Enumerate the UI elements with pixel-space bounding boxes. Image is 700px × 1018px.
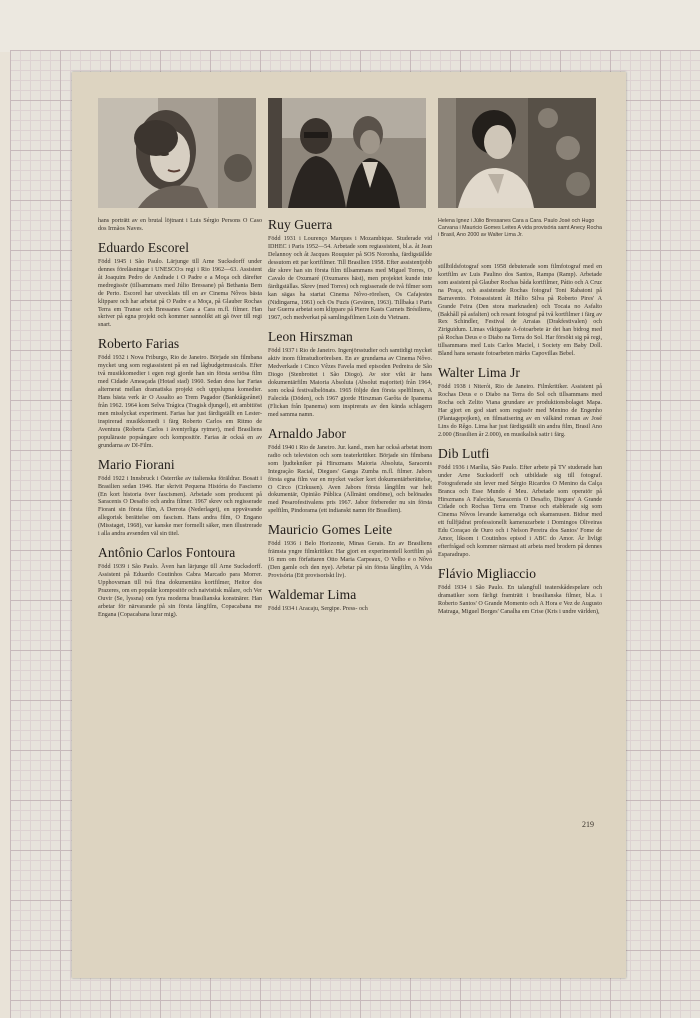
entry-body: Född 1937 i Rio de Janeiro. Ingenjörsstudier och samtidigt mycket aktiv inom filmstudiorörelsen. En av grundarna av Cinema Nôvo. Medverkade i Cinco Vêzes Favela med episoden Pedreira de São Diogo (Stenbrottet i São Diogo). Av stor vikt är hans dokumentärfilm Maioria Absoluta (Absolut majoritet) från 1964, som också festivalbelönats. 1965 följde den första spelfilmen, A Falecida (Döden), och 1967 gjorde Hirszman Garôta de Ipanema (Flickan från Ipanema) som inspirerats av den kända schlagern med samma namn.: [268, 348, 432, 418]
photo-two-men: [268, 98, 426, 208]
entry-heading: Mario Fiorani: [98, 456, 175, 472]
entry-heading: Roberto Farias: [98, 336, 180, 352]
column-lead-text: hans porträtt av en brutal löjtnant i Luis Sérgio Persons O Caso dos Irmãos Naves.: [98, 218, 262, 232]
entry-body: Född 1934 i São Paulo. En talangfull teaterskådespelare och dramatiker som färligt framträtt i brasilianska filmer, bl.a. i Roberto Santos' O Grande Momento och A Hora e Vez de Augusto Matraga, Miguel Borges' Canalha em Crise (Kris i undre världen),: [438, 585, 602, 615]
entry-body: Född 1932 i Nova Friburgo, Rio de Janeiro. Började sin filmbana mycket ung som regiassistent på en rad lågbudgetmusicals. Efter två musikkomedier i egen regi gjorde han sin första seriösa film med Cidade Ameaçada (Hotad stad) 1960. Sedan dess har Farias alternerat mellan dramatiska projekt och uppslupna komedier. Hans bästa verk är O Assalto ao Trem Pagador (Banktågsrånet) från 1962. 1964 kom Selva Trágica (Tragisk djungel), ett ambitiöst men misslyckat experiment. Farias har just färdigställt en Lester-inspirerad musikkomedi i färg Roberto Carlos em Ritmo de Aventura (Roberta Carlos i äventyrliga rytmer), med Brasiliens populäraste popsångare och kompositör. Farias är också en av grundarna av DI-Film.: [98, 355, 262, 449]
photo-woman-outdoors: [438, 98, 596, 208]
entry-heading: Waldemar Lima: [268, 587, 357, 603]
column-1: [98, 218, 262, 624]
entry: [268, 330, 432, 419]
photo-woman-portrait: [98, 98, 256, 208]
page-number: 219: [582, 820, 594, 829]
entry: [268, 588, 432, 614]
entry: [438, 567, 602, 617]
entry-body: Född 1936 i Belo Horizonte, Minas Gerais. En av Brasiliens främsta yngre filmkritiker. Har gjort en experimentell kortfilm på 16 mm om författaren Otto Maria Carpeaux, O Velho e o Nôvo (Den gamle och den nye). Arbetar på sin första långfilm, A Vida Provisória (Ett provisoriskt liv).: [268, 541, 432, 580]
entry-body: Född 1945 i São Paulo. Lärjunge till Arne Sucksdorff under dennes föreläsningar i UNESCO:s regi i Rio 1962—63. Assistent åt Joaquim Pedro de Andrade i O Padre e a Moça och därefter medregissör (tillsammans med Júlio Bressane) på Bethania Bem de Perto. Escorel har utvecklats till en av Cinema Nôvos bästa klippare och har arbetat på O Padre e a Moça, på Glauber Rochas Terra em Transe och Bressanes Cara a Cara m.fl. filmer. Han skriver på egna projekt och kommer sannolikt att gå över till regi snart.: [98, 259, 262, 329]
entry: [438, 447, 602, 560]
entry-heading: Eduardo Escorel: [98, 239, 190, 255]
entry-body: Född 1922 i Innsbruck i Österrike av italienska föräldrar. Bosatt i Brasilien sedan 1946. Har skrivit Pequena História do Fascismo (En kort historia över fascismen). Arbetade som producent på Saracenis O Desafio och andra filmer. 1967 skrev och regisserade Fiorani sin första film, A Derrota (Nederlaget), en uppvävande allegorisk berättelse om fascism. Hans andra film, O Engano (Misstaget, 1968), var kanske mer formellt säker, men illustrerade i alla andra avsenden väl sin titel.: [98, 475, 262, 538]
entry-body: Född 1934 i Aracaju, Sergipe. Press- och: [268, 606, 368, 613]
entry-body: Född 1938 i Niterói, Rio de Janeiro. Filmkritiker. Assistent på Rochas Deus e o Diabo na Terra do Sol och tillsammans med Rocha och Zelito Viana grundare av produktionsbolaget Mapa. Har gjort en god start som regissör med Menino de Engenho (Plantagepojken), en filmatisering av en välkänd roman av José Lins do Rêgo. Lima har just färdigställt sin andra film, Brasil Ano 2.000 (Brasilien år 2.000), en musikalisk satir i färg.: [438, 384, 602, 438]
entry: [268, 427, 432, 516]
entry: [268, 218, 432, 323]
entry-heading: Dib Lutfi: [438, 445, 490, 461]
entry-heading: Ruy Guerra: [268, 217, 333, 232]
entry-heading: Antônio Carlos Fontoura: [98, 545, 236, 561]
magazine-page: [72, 72, 626, 978]
entry-body: Född 1936 i Marília, São Paulo. Efter arbete på TV studerade han under Arne Sucksdorff och utbildade sig till fotograf. Fotograferade sin lever med Sérgio Ricardos O Menino da Calça Branca och Esse Mundo é Meu. Arbetade som operatör på Hirszmans A Falecida, Saracenis O Desafio, Diegues' A Grande Cidade och Rochas Terra em Transe och etablerade sig som Cinema Nôvos levande kameraöga och skamsnusen. Bidrar med ett fullfjädrat professionellt kamerazarbete i Domingos Oliveiras Edu Coraçao de Ouro och i Nelson Pereira dos Santos' Fome de Amor, liksom i Coutinhos episod i ABC do Amor. Är livligt efterfrågad och kommer närmast att arbeta med brodern på dennes Esparadrapo.: [438, 464, 602, 558]
top-strip: [0, 0, 700, 52]
entry-heading: Arnaldo Jabor: [268, 425, 347, 441]
column-3: [438, 264, 602, 621]
entry: [98, 458, 262, 540]
entry: [98, 241, 262, 330]
entry-body: Född 1931 i Lourenço Marques i Mozambique. Studerade vid IDHEC i Paris 1952—54. Arbetade som regiassistent, bl.a. åt Jean Delannoy och åt Jacques Rouquier på SOS Noronha, färdigställde dessutom ett par kortfilmer. Till Brasilien 1958. Efter assistentjobb där skrev han sin första film tillsammans med Miguel Torres, O Cavalo de Oxumaré (Oxumares häst), men projektet kunde inte färdigställas. Skrev (med Torres) och regisserade de två filmer som kan sägas ha startat Cinema Nôvo-rörelsen, Os Cafajestes (Nidingarna, 1961) och Os Fuzis (Gevären, 1963). Tillbaka i Paris har Guerra arbetat som klippare på Pierre Kasts Carnets Brésiliens, 1967, och medverkat på samlingsfilmen Loin du Vietnam.: [268, 236, 432, 322]
entry-heading: Leon Hirszman: [268, 329, 353, 345]
entry: [438, 366, 602, 440]
entry-body: Född 1939 i São Paulo. Även han lärjunge till Arne Sucksdorff. Assistent på Eduardo Coutinhos Cabra Marcado para Morrer. Upphovsman till två fina dokumentära kortfilmer, Heitor dos Prazeres, om en populär kompositör och naivistisk målare, och Ver Ouvir (Se, lyssna) om fyra moderna brasilianska konstnärer. Han arbetar för närvarande på sin första långfilm, Copacabana me Engana (Copacabana lurar mig).: [98, 564, 262, 618]
entry-heading: Flávio Migliaccio: [438, 565, 537, 581]
entry: [268, 523, 432, 581]
entry: [98, 337, 262, 450]
column-2: [268, 218, 432, 618]
photo-caption: Helena Ignez i Júlio Bressanes Cara a Cara. Paulo José och Hugo Carvana i Mauricio Gomes Leites A vida provisória samt Anecy Rocha i Brasil, Ano 2000 av Walter Lima Jr.: [438, 218, 602, 238]
column-lead-text: stillbildsfotograf som 1958 debuterade som filmfotograf med en kortfilm av Luis Paulino dos Santos, Rampa (Ramp). Arbetade som assistent på Glauber Rochas båda kortfilmer, Pátio och A Cruz na Praça, och assisterade Rochas fotograf Toni Rabatoni på Barravento. Fotoassistent åt Hélio Silva på Roberto Pires' A Grande Feira (Den stora marknaden) och Tocaia no Asfalto (Bakhåll på asfalten) och resant fotograf på två kortfilmer i färg av Rex Schindler, Festival de Arraias (Drakfestivalen) och Ziriguidum. Limas viktigaste A-fotoarbete är det han bidrog med på Rochas Deus e o Diabo na Terra do Sol. Har försökt sig på regi, tillsammans med Luis Carlos Maciel, i Society em Baby Doll. Bland hans senaste fotoarbeten märks Capovillas Bebel.: [438, 264, 602, 358]
entry-body: Född 1940 i Rio de Janeiro. Jur. kand., men har också arbetat inom radio och television och som teaterkritiker. Började sin filmbana som ljudtekniker på Hirszmans Maioria Absoluta, Saracenis Integração Racial, Diegues' Ganga Zumba m.fl. filmer. Jabors första egna film var en mycket vacker kort dokumentärberättelse, O Circo (Cirkusen). Aven Jabors första långfilm var helt dokumentär, Opinião Pública (Allmänt omdöme), och belönades med Pesarofestivalens pris 1967. Jabor förbereder nu sin första spelfilm, Pindorama (ett indianskt namn för Brasilien).: [268, 444, 432, 515]
entry-heading: Walter Lima Jr: [438, 365, 521, 381]
entry: [98, 546, 262, 620]
entry-heading: Mauricio Gomes Leite: [268, 522, 393, 538]
